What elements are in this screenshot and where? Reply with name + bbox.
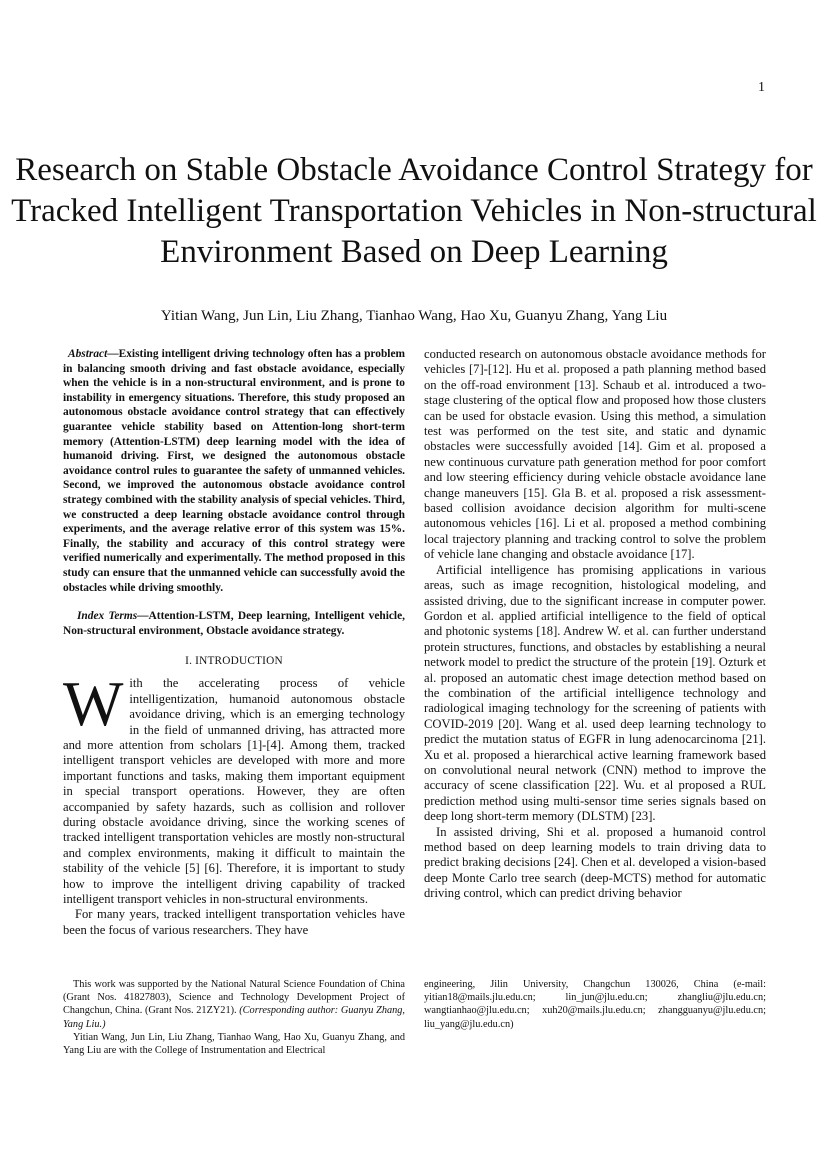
intro-paragraph-1 bbox=[63, 668, 405, 907]
corresponding-author-note: (Corresponding author: Guanyu Zhang, Yang Liu.) bbox=[63, 1005, 405, 1030]
abstract-label: Abstract bbox=[68, 348, 108, 360]
index-terms bbox=[63, 609, 405, 638]
index-terms-label: Index Terms bbox=[77, 610, 138, 623]
abstract-text: —Existing intelligent driving technology often has a problem in balancing smooth driving and fast obstacle avoidance, especially when the vehicle is in a non-structural environment, and is prone to instability in emergency situations. Therefore, this study proposed an autonomous obstacle avoidance control strategy that can effectively guarantee vehicle stability based on Attention-long short-term memory (Attention-LSTM) deep learning model with the idea of humanoid driving. First, we designed the autonomous obstacle avoidance control rules to guarantee the safety of unmanned vehicles. Second, we improved the autonomous obstacle avoidance control strategy combined with the stability analysis of special vehicles. Third, we constructed a deep learning obstacle avoidance control through experiments, and the average relative error of this system was 15%. Finally, the stability and accuracy of this control strategy were verified numerically and experimentally. The method proposed in this study can ensure that the unmanned vehicle can successfully avoid the obstacles while driving smoothly. bbox=[63, 348, 405, 594]
section-heading-introduction: I. INTRODUCTION bbox=[185, 655, 283, 668]
affiliation-footnote: Yitian Wang, Jun Lin, Liu Zhang, Tianhao Wang, Hao Xu, Guanyu Zhang, and Yang Liu are with the College of Instrumentation and Electrical bbox=[63, 1031, 405, 1057]
index-terms-text: —Attention-LSTM, Deep learning, Intelligent vehicle, Non-structural environment, Obstacle avoidance strategy. bbox=[63, 610, 405, 637]
right-column bbox=[424, 347, 766, 902]
author-list: Yitian Wang, Jun Lin, Liu Zhang, Tianhao Wang, Hao Xu, Guanyu Zhang, Yang Liu bbox=[160, 308, 668, 324]
intro-paragraph-2: For many years, tracked intelligent transportation vehicles have been the focus of various researchers. They have bbox=[63, 907, 405, 937]
footnotes-right bbox=[424, 978, 766, 1031]
page-number: 1 bbox=[758, 80, 765, 95]
left-column bbox=[63, 347, 405, 938]
paper-title: Research on Stable Obstacle Avoidance Control Strategy for Tracked Intelligent Transportation Vehicles in Non-structural Environment Based on Deep Learning bbox=[11, 152, 817, 270]
dropcap-letter: W bbox=[63, 668, 124, 740]
intro-paragraph-1-text: ith the accelerating process of vehicle intelligentization, humanoid autonomous obstacle avoidance driving, which is an emerging technology in the field of unmanned driving, has attracted more and more attention from scholars [1]-[4]. Among them, tracked intelligent transport vehicles are developed with more and more important functions and tasks, making them important equipment in special transport operations. However, they are often accompanied by safety hazards, such as collision and rollover during obstacle avoidance driving, since the working scenes of tracked intelligent transportation vehicles are mostly non-structural and complex environments, making it difficult to maintain the stability of the vehicle [5] [6]. Therefore, it is important to study how to improve the intelligent driving capability of tracked intelligent transport vehicles in non-structural environments. bbox=[63, 676, 405, 906]
affiliation-footnote-continued: engineering, Jilin University, Changchun 130026, China (e-mail: yitian18@mails.jlu.edu.cn; lin_jun@jlu.edu.cn; zhangliu@jlu.edu.cn; wangtianhao@jlu.edu.cn; xuh20@mails.jlu.edu.cn; zhangguanyu@jlu.edu.cn; liu_yang@jlu.edu.cn) bbox=[424, 979, 766, 1030]
funding-text: This work was supported by the National Natural Science Foundation of China (Grant Nos. 41827803), Science and Technology Development Project of Changchun, China. (Grant Nos. 21ZY21). bbox=[63, 979, 405, 1017]
intro-paragraph-3: Artificial intelligence has promising applications in various areas, such as image recognition, histological modeling, and assisted driving, due to the significant increase in computer power. Gordon et al. applied artificial intelligence to the field of optical and photonic systems [18]. Andrew W. et al. can further understand protein structures, functions, and obstacles by establishing a neural network model to predict the structure of the protein [19]. Ozturk et al. proposed an automatic chest image detection method based on the combination of the artificial intelligence technology and radiological imaging technology for the screening of patients with COVID-2019 [20]. Wang et al. used deep learning technology to predict the mutation status of EGFR in lung adenocarcinoma [21]. Xu et al. proposed a hierarchical active learning framework based on convolutional neural network (CNN) method to improve the accuracy of scene classification [22]. Wu. et al proposed a RUL prediction method using multi-sensor time series signals based on deep long short-term memory (DLSTM) [23]. bbox=[424, 562, 766, 824]
footnotes-left bbox=[63, 978, 405, 1057]
intro-paragraph-2-continued: conducted research on autonomous obstacle avoidance methods for vehicles [7]-[12]. Hu et al. proposed a path planning method based on the off-road environment [13]. Schaub et al. introduced a two-stage clustering of the optical flow and proposed how those clusters can be used for obstacle evasion. Using this method, a simulation test was performed on the test site, and static and dynamic obstacles were successfully avoided [14]. Gim et al. proposed a new continuous curvature path generation method for poor comfort and low steering efficiency during vehicle obstacle avoidance lane change maneuvers [15]. Gla B. et al. proposed a risk assessment-based collision avoidance decision algorithm for multi-scene autonomous vehicles [16]. Li et al. proposed a method combining local trajectory planning and tracking control to solve the problem of vehicle lane changing and obstacle avoidance [17]. bbox=[424, 347, 766, 562]
abstract bbox=[63, 347, 405, 595]
intro-paragraph-4: In assisted driving, Shi et al. proposed a humanoid control method based on deep learning models to train driving data to predict braking decisions [24]. Chen et al. developed a vision-based deep Monte Carlo tree search (deep-MCTS) method for automatic driving control, which can predict driving behavior bbox=[424, 824, 766, 901]
funding-footnote bbox=[63, 978, 405, 1031]
